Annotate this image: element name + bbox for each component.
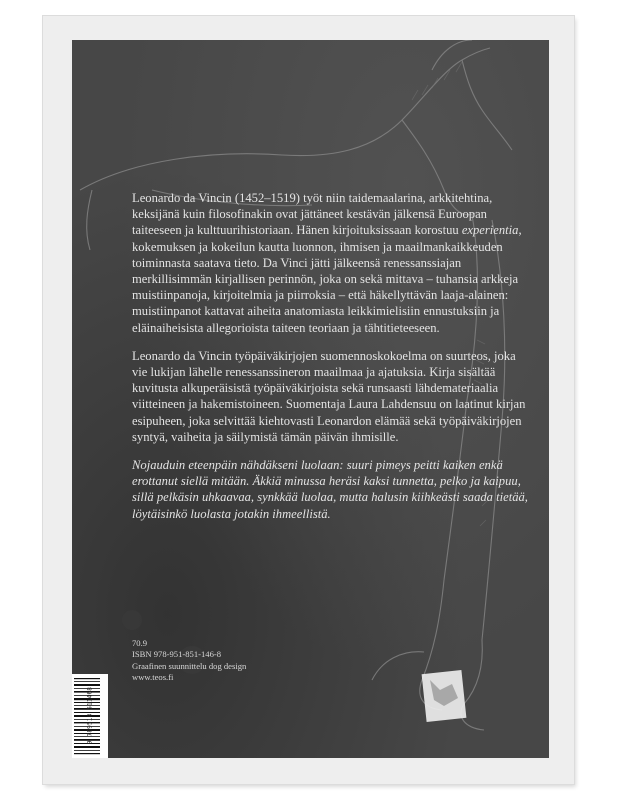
imprint — [132, 638, 246, 684]
cover-text — [132, 190, 532, 534]
cover-panel — [72, 40, 549, 758]
barcode — [72, 674, 108, 758]
quote-paragraph: Nojauduin eteenpäin nähdäkseni luolaan: suuri pimeys peitti kaiken enkä erottanut siellä mitään. Äkkiä minussa heräsi kaksi tunnetta, pelko ja kaipuu, sillä pelkäsin uhkaavaa, synkkää luolaa, mutta halusin kiihkeästi saada tietää, löytäisinkö luolasta jotakin ihmeellistä. — [132, 458, 528, 521]
design-credit: Graafinen suunnittelu dog design — [132, 660, 247, 671]
classification-code: 70.9 — [132, 638, 148, 648]
publisher-website: www.teos.fi — [132, 672, 174, 683]
description-paragraph-2: Leonardo da Vincin työpäiväkirjojen suomennoskokoelma on suurteos, joka vie lukijan lähelle renessanssineron maailmaa ja ajatuksia. Kirja sisältää kuvitusta alkuperäisistä työpäiväkirjoista sekä runsaasti lähdemateriaalia viitteineen ja hakemistoineen. Suomentaja Laura Lahdensuu on laatinut kirjan esipuheen, joka selvittää kiehtovasti Leonardon elämää sekä työpäiväkirjojen syntyä, vaiheita ja säilymistä tämän päivän ihmisille. — [132, 348, 526, 444]
description-paragraph-1: Leonardo da Vincin (1452–1519) työt niin taidemaalarina, arkkitehtina, keksijänä kuin filosofinakin ovat jättäneet kestävän jälkensä Euroopan taiteeseen ja kulttuurihistoriaan. Hänen kirjoituksissaan korostuu experientia, kokemuksen ja kokeilun kautta luonnon, ihmisen ja maailmankaikkeuden toiminnasta saatava tieto. Da Vinci jätti jälkeensä renessanssiajan merkillisimmän kirjallisen perinnön, joka on sekä mittava – tuhansia arkkeja muistiinpanoja, kirjoitelmia ja piirroksia – että häkellyttävän laaja-alainen: muistiinpanot kattavat aiheita anatomiasta leikkimielisiin ennustuksiin ja eläinaiheisista allegorioista taiteen teoriaan ja tähtitieteeseen. — [132, 191, 522, 335]
barcode-digits: 9 789518 511468 — [86, 686, 94, 745]
isbn: ISBN 978-951-851-146-8 — [132, 649, 222, 660]
emphasis-experientia: experientia — [461, 223, 519, 238]
